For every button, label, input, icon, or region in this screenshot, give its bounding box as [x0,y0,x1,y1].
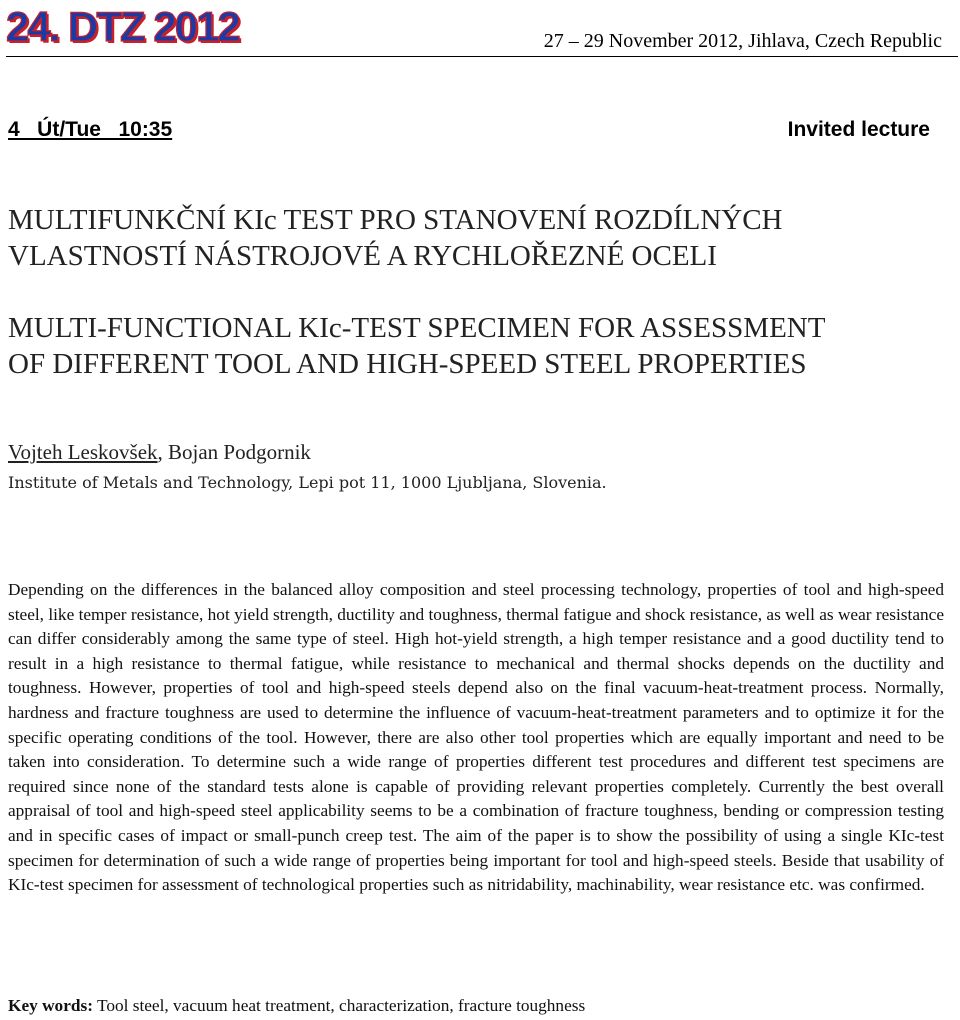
coauthor: Bojan Podgornik [168,440,311,464]
abstract [8,578,944,898]
conference-logo: 24. DTZ 2012 [6,3,239,50]
author-separator: , [157,440,169,464]
keywords-text: Tool steel, vacuum heat treatment, characterization, fracture toughness [92,996,586,1015]
presenting-author: Vojteh Leskovšek [8,440,158,464]
title-english-line2: OF DIFFERENT TOOL AND HIGH-SPEED STEEL PROPERTIES [8,348,807,380]
title-czech-line1: MULTIFUNKČNÍ KIc TEST PRO STANOVENÍ ROZDÍLNÝCH [8,204,783,236]
session-type: Invited lecture [787,118,930,141]
affiliation: Institute of Metals and Technology, Lepi pot 11, 1000 Ljubljana, Slovenia. [8,473,607,492]
abstract-text: Depending on the differences in the balanced alloy composition and steel processing technology, properties of tool and high-speed steel, like temper resistance, hot yield strength, ductility and toughness, thermal fatigue and shock resistance, as well as wear resistance can differ considerably among the same type of steel. High hot-yield strength, a high temper resistance and a good ductility tend to result in a high resistance to thermal fatigue, while resistance to mechanical and thermal shocks depends on the ductility and toughness. However, properties of tool and high-speed steels depend also on the final vacuum-heat-treatment process. Normally, hardness and fracture toughness are used to determine the influence of vacuum-heat-treatment parameters and to optimize it for the specific operating conditions of the tool. However, there are also other tool properties which are equally important and need to be taken into consideration. To determine such a wide range of properties different test procedures and different test specimens are required since none of the standard tests alone is capable of providing relevant properties completely. Currently the best overall appraisal of tool and high-speed steel applicability seems to be a combination of fracture toughness, bending or compression testing and in specific cases of impact or small-punch creep test. The aim of the paper is to show the possibility of using a single KIc-test specimen for determination of such a wide range of properties being important for tool and high-speed steels. Beside that usability of KIc-test specimen for assessment of technological properties such as nitridability, machinability, wear resistance etc. was confirmed. [8,580,944,895]
header-divider [6,56,958,57]
session-info [8,118,930,142]
session-slot: 4 Út/Tue 10:35 [8,118,173,141]
keywords [8,996,585,1016]
author-list [8,440,311,465]
title-english [8,310,952,382]
title-czech [8,202,952,274]
title-english-line1: MULTI-FUNCTIONAL KIc-TEST SPECIMEN FOR ASSESSMENT [8,312,826,344]
title-czech-line2: VLASTNOSTÍ NÁSTROJOVÉ A RYCHLOŘEZNÉ OCELI [8,240,717,272]
conference-date-location: 27 – 29 November 2012, Jihlava, Czech Republic [543,30,942,52]
keywords-label: Key words: [8,996,93,1015]
